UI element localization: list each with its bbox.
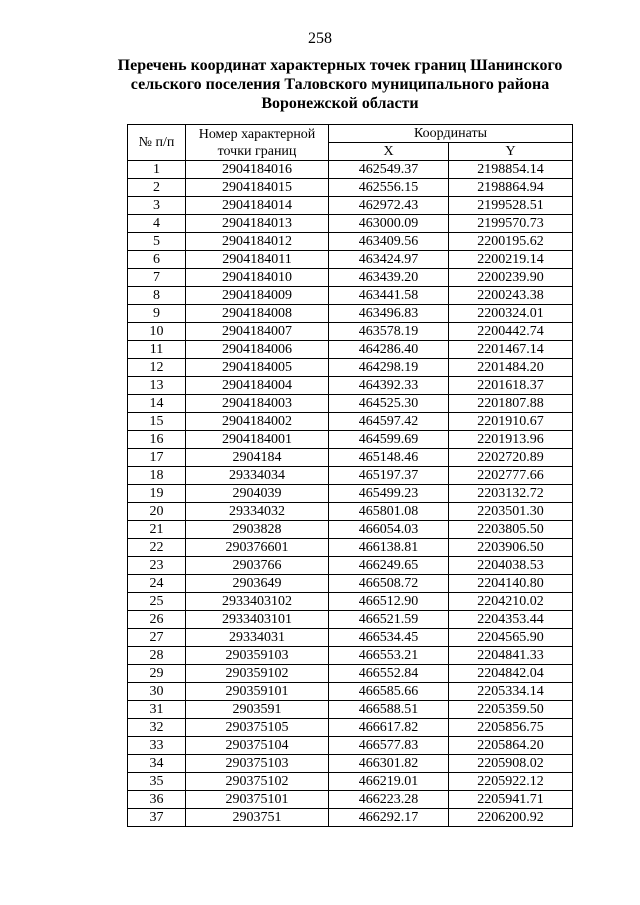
table-row xyxy=(128,503,573,521)
cell-row-number: 25 xyxy=(128,593,186,611)
cell-y: 2205864.20 xyxy=(449,737,573,755)
table-row xyxy=(128,737,573,755)
cell-point-number: 2904184011 xyxy=(186,251,329,269)
cell-y: 2201467.14 xyxy=(449,341,573,359)
cell-point-number: 2903751 xyxy=(186,809,329,827)
cell-x: 466588.51 xyxy=(329,701,449,719)
cell-point-number: 2903828 xyxy=(186,521,329,539)
cell-x: 462549.37 xyxy=(329,161,449,179)
cell-row-number: 24 xyxy=(128,575,186,593)
table-row xyxy=(128,575,573,593)
title-line-3: Воронежской области xyxy=(261,95,419,112)
cell-row-number: 21 xyxy=(128,521,186,539)
table-row xyxy=(128,215,573,233)
cell-point-number: 2904184016 xyxy=(186,161,329,179)
page-number: 258 xyxy=(308,30,332,47)
cell-y: 2203805.50 xyxy=(449,521,573,539)
table-row xyxy=(128,449,573,467)
cell-x: 466617.82 xyxy=(329,719,449,737)
cell-point-number: 290375101 xyxy=(186,791,329,809)
cell-x: 466512.90 xyxy=(329,593,449,611)
table-row xyxy=(128,557,573,575)
cell-row-number: 3 xyxy=(128,197,186,215)
cell-point-number: 29334031 xyxy=(186,629,329,647)
cell-row-number: 14 xyxy=(128,395,186,413)
cell-row-number: 10 xyxy=(128,323,186,341)
cell-row-number: 11 xyxy=(128,341,186,359)
cell-y: 2203501.30 xyxy=(449,503,573,521)
cell-y: 2203906.50 xyxy=(449,539,573,557)
table-header xyxy=(128,125,573,161)
cell-point-number: 2904184009 xyxy=(186,287,329,305)
cell-point-number: 290375105 xyxy=(186,719,329,737)
table-row xyxy=(128,647,573,665)
cell-row-number: 30 xyxy=(128,683,186,701)
cell-x: 463439.20 xyxy=(329,269,449,287)
header-coordinates: Координаты xyxy=(329,125,573,143)
table-row xyxy=(128,359,573,377)
cell-row-number: 4 xyxy=(128,215,186,233)
cell-row-number: 12 xyxy=(128,359,186,377)
header-row-1 xyxy=(128,125,573,143)
cell-x: 465148.46 xyxy=(329,449,449,467)
cell-x: 466249.65 xyxy=(329,557,449,575)
cell-x: 464392.33 xyxy=(329,377,449,395)
cell-x: 464597.42 xyxy=(329,413,449,431)
cell-point-number: 2904184001 xyxy=(186,431,329,449)
cell-row-number: 26 xyxy=(128,611,186,629)
cell-point-number: 290376601 xyxy=(186,539,329,557)
cell-x: 463424.97 xyxy=(329,251,449,269)
cell-row-number: 27 xyxy=(128,629,186,647)
cell-row-number: 33 xyxy=(128,737,186,755)
cell-y: 2204038.53 xyxy=(449,557,573,575)
cell-x: 466577.83 xyxy=(329,737,449,755)
table-row xyxy=(128,233,573,251)
table-row xyxy=(128,197,573,215)
cell-row-number: 9 xyxy=(128,305,186,323)
cell-y: 2205922.12 xyxy=(449,773,573,791)
cell-point-number: 2904184006 xyxy=(186,341,329,359)
cell-x: 463000.09 xyxy=(329,215,449,233)
cell-point-number: 290359102 xyxy=(186,665,329,683)
cell-point-number: 2933403102 xyxy=(186,593,329,611)
cell-y: 2202777.66 xyxy=(449,467,573,485)
cell-point-number: 2904184010 xyxy=(186,269,329,287)
cell-row-number: 23 xyxy=(128,557,186,575)
cell-row-number: 1 xyxy=(128,161,186,179)
cell-y: 2201618.37 xyxy=(449,377,573,395)
cell-row-number: 35 xyxy=(128,773,186,791)
table-row xyxy=(128,773,573,791)
cell-y: 2200219.14 xyxy=(449,251,573,269)
cell-x: 466054.03 xyxy=(329,521,449,539)
cell-x: 464525.30 xyxy=(329,395,449,413)
cell-y: 2199528.51 xyxy=(449,197,573,215)
cell-row-number: 17 xyxy=(128,449,186,467)
document-title xyxy=(60,56,620,113)
cell-y: 2205334.14 xyxy=(449,683,573,701)
cell-x: 466508.72 xyxy=(329,575,449,593)
cell-y: 2200442.74 xyxy=(449,323,573,341)
table-body xyxy=(128,161,573,827)
cell-point-number: 2904184003 xyxy=(186,395,329,413)
table-row xyxy=(128,431,573,449)
table-row xyxy=(128,665,573,683)
cell-y: 2204842.04 xyxy=(449,665,573,683)
cell-point-number: 29334032 xyxy=(186,503,329,521)
cell-point-number: 290375104 xyxy=(186,737,329,755)
cell-y: 2198854.14 xyxy=(449,161,573,179)
cell-y: 2201910.67 xyxy=(449,413,573,431)
cell-x: 466292.17 xyxy=(329,809,449,827)
cell-row-number: 20 xyxy=(128,503,186,521)
table-row xyxy=(128,269,573,287)
cell-x: 466585.66 xyxy=(329,683,449,701)
cell-x: 465499.23 xyxy=(329,485,449,503)
cell-row-number: 22 xyxy=(128,539,186,557)
cell-x: 463409.56 xyxy=(329,233,449,251)
cell-row-number: 6 xyxy=(128,251,186,269)
cell-point-number: 2904184005 xyxy=(186,359,329,377)
table-row xyxy=(128,539,573,557)
cell-point-number: 2904184012 xyxy=(186,233,329,251)
cell-y: 2201807.88 xyxy=(449,395,573,413)
cell-point-number: 2904184013 xyxy=(186,215,329,233)
table-row xyxy=(128,179,573,197)
cell-point-number: 2903591 xyxy=(186,701,329,719)
table-row xyxy=(128,809,573,827)
cell-y: 2200243.38 xyxy=(449,287,573,305)
cell-y: 2205941.71 xyxy=(449,791,573,809)
coordinates-table xyxy=(127,124,573,827)
cell-point-number: 290375102 xyxy=(186,773,329,791)
cell-y: 2204140.80 xyxy=(449,575,573,593)
cell-y: 2200195.62 xyxy=(449,233,573,251)
title-line-2: сельского поселения Таловского муниципального района xyxy=(130,76,550,93)
cell-x: 463578.19 xyxy=(329,323,449,341)
cell-point-number: 29334034 xyxy=(186,467,329,485)
cell-row-number: 34 xyxy=(128,755,186,773)
table-row xyxy=(128,305,573,323)
table-row xyxy=(128,593,573,611)
cell-point-number: 2904184004 xyxy=(186,377,329,395)
cell-point-number: 2904184015 xyxy=(186,179,329,197)
cell-point-number: 2904184007 xyxy=(186,323,329,341)
table-row xyxy=(128,395,573,413)
cell-point-number: 2933403101 xyxy=(186,611,329,629)
table-row xyxy=(128,683,573,701)
cell-y: 2201913.96 xyxy=(449,431,573,449)
title-line-1: Перечень координат характерных точек границ Шанинского xyxy=(117,57,563,74)
cell-y: 2206200.92 xyxy=(449,809,573,827)
cell-y: 2204353.44 xyxy=(449,611,573,629)
table-row xyxy=(128,377,573,395)
header-point-number xyxy=(186,125,329,161)
cell-y: 2203132.72 xyxy=(449,485,573,503)
cell-row-number: 36 xyxy=(128,791,186,809)
cell-x: 463496.83 xyxy=(329,305,449,323)
cell-point-number: 2904184008 xyxy=(186,305,329,323)
table-row xyxy=(128,161,573,179)
cell-row-number: 15 xyxy=(128,413,186,431)
table-row xyxy=(128,521,573,539)
cell-row-number: 32 xyxy=(128,719,186,737)
cell-x: 466521.59 xyxy=(329,611,449,629)
cell-point-number: 2904184014 xyxy=(186,197,329,215)
cell-point-number: 2904039 xyxy=(186,485,329,503)
cell-x: 466223.28 xyxy=(329,791,449,809)
table-row xyxy=(128,611,573,629)
cell-row-number: 7 xyxy=(128,269,186,287)
header-y: Y xyxy=(449,143,573,161)
table-row xyxy=(128,467,573,485)
cell-row-number: 37 xyxy=(128,809,186,827)
header-row-number: № п/п xyxy=(128,125,186,161)
cell-y: 2198864.94 xyxy=(449,179,573,197)
cell-y: 2200324.01 xyxy=(449,305,573,323)
cell-point-number: 2904184002 xyxy=(186,413,329,431)
table-row xyxy=(128,755,573,773)
cell-y: 2200239.90 xyxy=(449,269,573,287)
table-row xyxy=(128,413,573,431)
cell-point-number: 290359103 xyxy=(186,647,329,665)
table-row xyxy=(128,485,573,503)
cell-row-number: 5 xyxy=(128,233,186,251)
table-row xyxy=(128,791,573,809)
cell-y: 2205856.75 xyxy=(449,719,573,737)
cell-x: 466138.81 xyxy=(329,539,449,557)
cell-x: 466219.01 xyxy=(329,773,449,791)
cell-x: 463441.58 xyxy=(329,287,449,305)
cell-point-number: 2903766 xyxy=(186,557,329,575)
cell-x: 466553.21 xyxy=(329,647,449,665)
cell-point-number: 290375103 xyxy=(186,755,329,773)
cell-x: 464298.19 xyxy=(329,359,449,377)
cell-row-number: 2 xyxy=(128,179,186,197)
cell-point-number: 2904184 xyxy=(186,449,329,467)
cell-point-number: 2903649 xyxy=(186,575,329,593)
cell-x: 466552.84 xyxy=(329,665,449,683)
header-x: X xyxy=(329,143,449,161)
cell-point-number: 290359101 xyxy=(186,683,329,701)
table-row xyxy=(128,323,573,341)
cell-x: 465197.37 xyxy=(329,467,449,485)
cell-x: 462556.15 xyxy=(329,179,449,197)
header-point-number-label: Номер характерной точки границ xyxy=(198,126,316,159)
table-row xyxy=(128,629,573,647)
cell-y: 2205359.50 xyxy=(449,701,573,719)
table-row xyxy=(128,251,573,269)
cell-row-number: 18 xyxy=(128,467,186,485)
cell-row-number: 13 xyxy=(128,377,186,395)
table-row xyxy=(128,701,573,719)
cell-row-number: 8 xyxy=(128,287,186,305)
cell-row-number: 29 xyxy=(128,665,186,683)
cell-y: 2199570.73 xyxy=(449,215,573,233)
cell-y: 2202720.89 xyxy=(449,449,573,467)
cell-y: 2204210.02 xyxy=(449,593,573,611)
table-row xyxy=(128,341,573,359)
cell-x: 465801.08 xyxy=(329,503,449,521)
cell-x: 464599.69 xyxy=(329,431,449,449)
cell-row-number: 19 xyxy=(128,485,186,503)
table-row xyxy=(128,719,573,737)
cell-y: 2204565.90 xyxy=(449,629,573,647)
cell-row-number: 31 xyxy=(128,701,186,719)
cell-x: 466534.45 xyxy=(329,629,449,647)
cell-y: 2201484.20 xyxy=(449,359,573,377)
cell-row-number: 28 xyxy=(128,647,186,665)
cell-y: 2205908.02 xyxy=(449,755,573,773)
cell-x: 466301.82 xyxy=(329,755,449,773)
table-row xyxy=(128,287,573,305)
cell-row-number: 16 xyxy=(128,431,186,449)
cell-x: 464286.40 xyxy=(329,341,449,359)
cell-y: 2204841.33 xyxy=(449,647,573,665)
cell-x: 462972.43 xyxy=(329,197,449,215)
